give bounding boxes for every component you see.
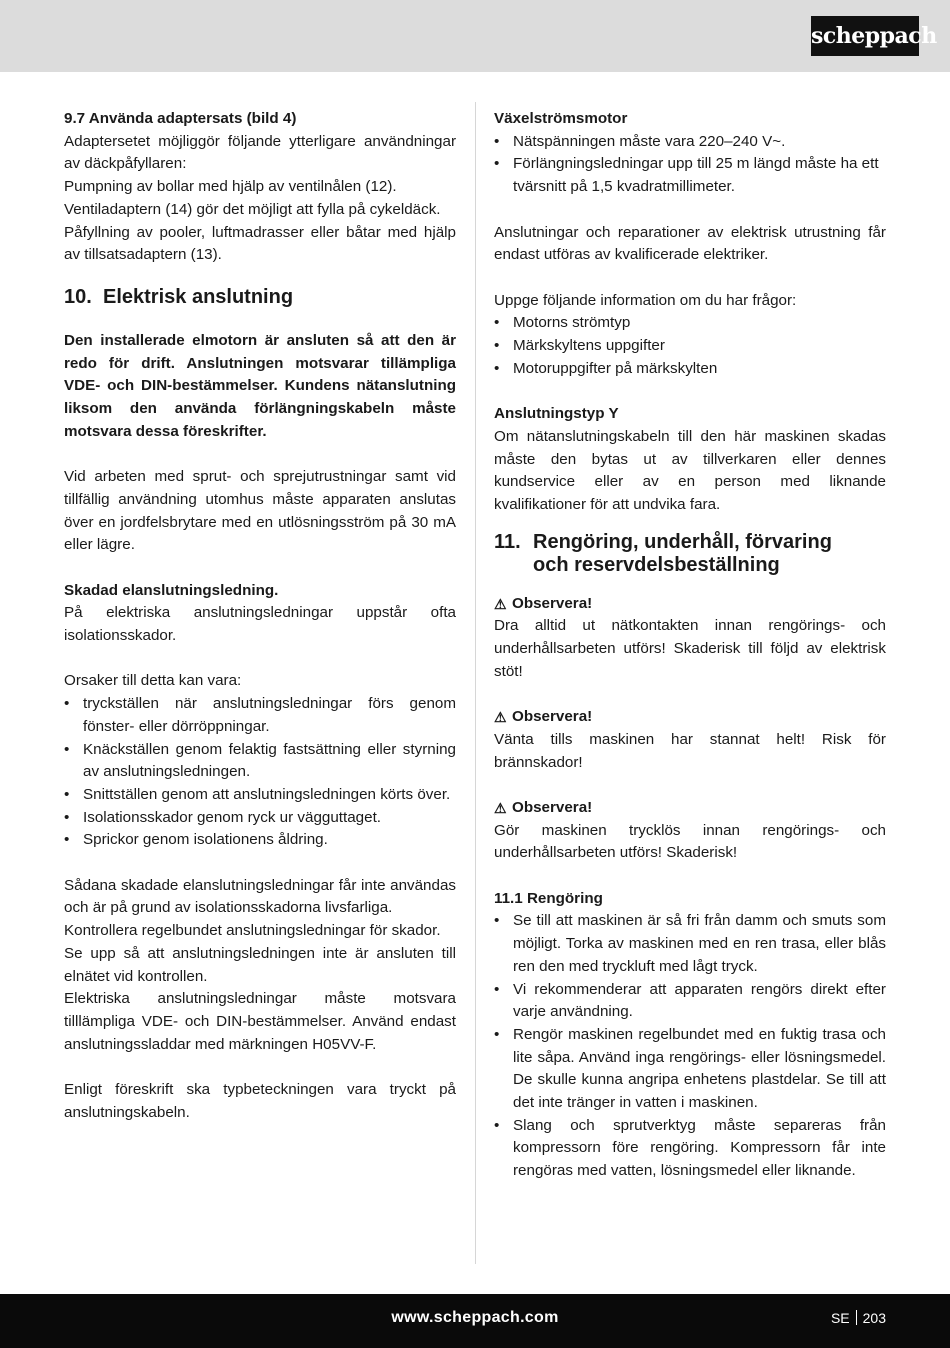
left-column bbox=[64, 108, 456, 1124]
h05-paragraph: Elektriska anslutningsledningar måste motsvara tilllämpliga VDE- och DIN-bestämmelser. Använd endast anslutningssladdar med märkningen H05VV-F. bbox=[64, 990, 456, 1053]
list-item: • Slang och sprutverktyg måste separeras från kompressorn före rengöring. Kompressorn får inte rengöras med vatten, lösningsmedel eller liknande. bbox=[494, 1115, 886, 1183]
list-item: • Snittställen genom att anslutningsledningen körts över. bbox=[64, 784, 456, 807]
connection-type-y-title: Anslutningstyp Y bbox=[494, 405, 619, 423]
list-item: • Rengör maskinen regelbundet med en fuktig trasa och lite såpa. Använd inga rengörings- eller lösningsmedel. De skulle kunna angripa enhetens plastdelar. Se till att det inte tränger in vatten i maskinen. bbox=[494, 1024, 886, 1115]
section-10-bold-intro: Den installerade elmotorn är ansluten så att den är redo för drift. Anslutningen motsvarar tillämpliga VDE- och DIN-bestämmelser. Kundens nätanslutning liksom den använda förlängningskabeln måste motsvara dessa föreskrifter. bbox=[64, 331, 456, 440]
warning-heading bbox=[494, 593, 886, 616]
section-11-number: 11. bbox=[494, 530, 521, 553]
footer-bar bbox=[0, 1294, 950, 1348]
warning-heading bbox=[494, 706, 886, 729]
column-divider bbox=[475, 102, 476, 1264]
qualified-electrician-paragraph: Anslutningar och reparationer av elektrisk utrustning får endast utföras av kvalificerade elektriker. bbox=[494, 223, 886, 264]
adapter-intro: Adaptersetet möjliggör följande ytterligare användningar av däckpåfyllaren: bbox=[64, 132, 456, 173]
warning-label: Observera! bbox=[512, 708, 593, 726]
language-code: SE bbox=[830, 1310, 850, 1326]
damaged-cable-paragraph: På elektriska anslutningsledningar uppstår ofta isolationsskador. bbox=[64, 604, 456, 645]
damaged-cable-title: Skadad elanslutningsledning. bbox=[64, 581, 279, 599]
adapter-valve: Ventiladaptern (14) gör det möjligt att fylla på cykeldäck. bbox=[64, 200, 441, 218]
list-item: • Märkskyltens uppgifter bbox=[494, 335, 886, 358]
causes-list bbox=[64, 693, 456, 852]
section-11-title-line1: Rengöring, underhåll, förvaring bbox=[533, 530, 832, 553]
footer-website-link[interactable]: www.scheppach.com bbox=[391, 1309, 559, 1326]
adapter-ball-pump: Pumpning av bollar med hjälp av ventilnålen (12). bbox=[64, 178, 397, 196]
warning-label: Observera! bbox=[512, 798, 593, 816]
warning-heading bbox=[494, 797, 886, 820]
list-item: • Sprickor genom isolationens åldring. bbox=[64, 829, 456, 852]
list-item: • Vi rekommenderar att apparaten rengörs direkt efter varje användning. bbox=[494, 979, 886, 1024]
list-item: • Motoruppgifter på märkskylten bbox=[494, 358, 886, 381]
page-number: 203 bbox=[862, 1310, 886, 1326]
warning-text-2: Vänta tills maskinen har stannat helt! Risk för brännskador! bbox=[494, 730, 886, 771]
section-11-heading bbox=[494, 531, 886, 577]
scheppach-logo: scheppach bbox=[811, 16, 919, 56]
warning-label: Observera! bbox=[512, 594, 593, 612]
warning-triangle-icon: ⚠ bbox=[494, 799, 507, 816]
info-intro: Uppge följande information om du har frågor: bbox=[494, 291, 797, 309]
section-10-number: 10. bbox=[64, 285, 92, 308]
adapter-pool: Påfyllning av pooler, luftmadrasser eller båtar med hjälp av tillsatsadaptern (13). bbox=[64, 223, 456, 264]
section-10-rcd-paragraph: Vid arbeten med sprut- och sprejutrustningar samt vid tillfällig användning utomhus måste apparaten anslutas över en jordfelsbrytare med en utlösningsström på 30 mA eller lägre. bbox=[64, 468, 456, 554]
ac-motor-title: Växelströmsmotor bbox=[494, 110, 628, 127]
warning-text-1: Dra alltid ut nätkontakten innan rengörings- och underhållsarbeten utförs! Skaderisk till följd av elektrisk stöt! bbox=[494, 617, 886, 680]
list-item: • Nätspänningen måste vara 220–240 V~. bbox=[494, 131, 886, 154]
list-item: • Förlängningsledningar upp till 25 m längd måste ha ett tvärsnitt på 1,5 kvadratmillimeter. bbox=[494, 153, 886, 198]
section-10-title: Elektrisk anslutning bbox=[103, 285, 294, 308]
list-item: • Motorns strömtyp bbox=[494, 312, 886, 335]
causes-intro: Orsaker till detta kan vara: bbox=[64, 672, 242, 690]
cleaning-list bbox=[494, 910, 886, 1182]
ac-motor-list bbox=[494, 131, 886, 199]
section-11-title-line2: och reservdelsbeställning bbox=[533, 553, 780, 576]
careful-paragraph: Se upp så att anslutningsledningen inte är ansluten till elnätet vid kontrollen. bbox=[64, 944, 456, 985]
list-item: • tryckställen när anslutningsledningar förs genom fönster- eller dörröppningar. bbox=[64, 693, 456, 738]
section-11-title bbox=[533, 531, 832, 577]
page-indicator bbox=[831, 1310, 886, 1326]
warning-triangle-icon: ⚠ bbox=[494, 595, 507, 612]
section-11-1-title: 11.1 Rengöring bbox=[494, 889, 603, 907]
section-10-heading bbox=[64, 286, 456, 309]
page-separator bbox=[856, 1310, 857, 1325]
list-item: • Se till att maskinen är så fri från damm och smuts som möjligt. Torka av maskinen med en ren trasa, eller blås ren den med tryckluft med lågt tryck. bbox=[494, 910, 886, 978]
danger-paragraph: Sådana skadade elanslutningsledningar får inte användas och är på grund av isolationsskadorna livsfarliga. bbox=[64, 876, 456, 917]
section-9-7-title: 9.7 Använda adaptersats (bild 4) bbox=[64, 110, 297, 127]
right-column bbox=[494, 108, 886, 1183]
label-paragraph: Enligt föreskrift ska typbeteckningen vara tryckt på anslutningskabeln. bbox=[64, 1081, 456, 1121]
warning-text-3: Gör maskinen trycklös innan rengörings- och underhållsarbeten utförs! Skaderisk! bbox=[494, 821, 886, 862]
check-paragraph: Kontrollera regelbundet anslutningsledningar för skador. bbox=[64, 922, 441, 940]
connection-type-y-paragraph: Om nätanslutningskabeln till den här maskinen skadas måste den bytas ut av tillverkaren eller dennes kundservice eller av en person med liknande kvalifikationer för att undvika fara. bbox=[494, 427, 886, 513]
list-item: • Isolationsskador genom ryck ur vägguttaget. bbox=[64, 807, 456, 830]
warning-triangle-icon: ⚠ bbox=[494, 709, 507, 726]
header-band bbox=[0, 0, 950, 72]
list-item: • Knäckställen genom felaktig fastsättning eller styrning av anslutningsledningen. bbox=[64, 739, 456, 784]
info-list bbox=[494, 312, 886, 380]
